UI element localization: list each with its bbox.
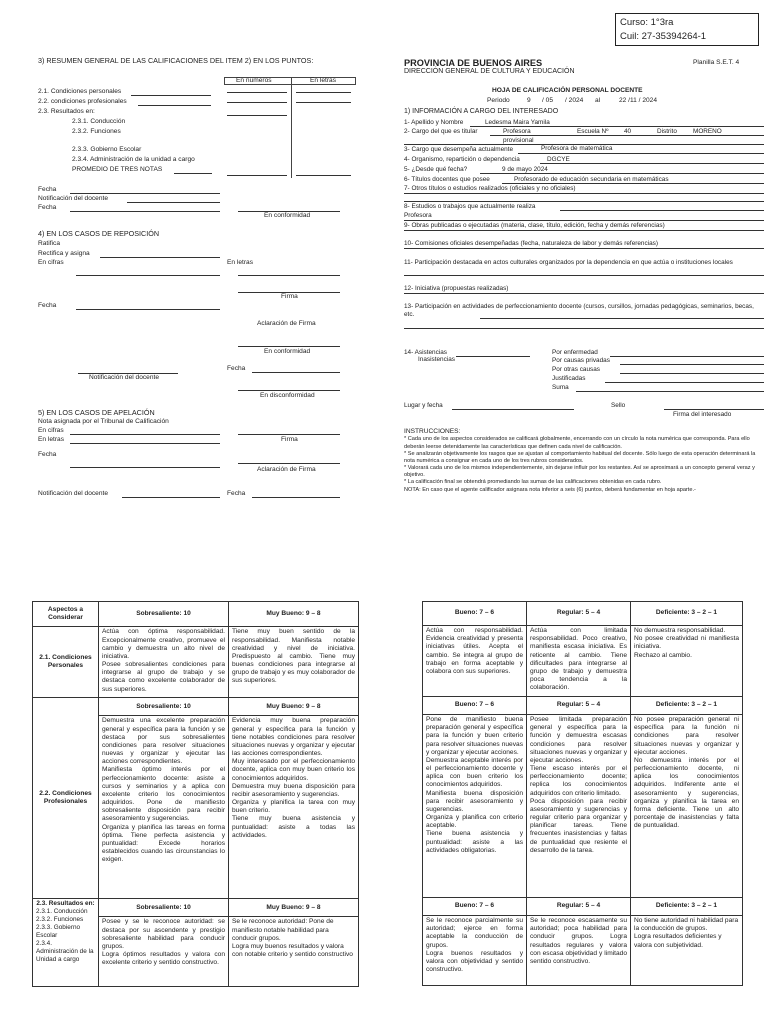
- instruction-2: * Se analizarán objetivamente los rasgos que se ajustan al comportamiento habitual del docente. Sólo luego de esta operación determinará la nota numérica a consignar en cada uno de los tres rubros considerados.: [404, 450, 756, 464]
- instruction-3: * Valorará cada uno de los mismos independientemente, sin dejarse influir por los restantes. Así se aproximará a un concepto general veraz y objetivo.: [404, 465, 755, 479]
- row-personales-label: 2.1. Condiciones Personales: [33, 627, 99, 698]
- direccion-label: DIRECCIÓN GENERAL DE CULTURA Y EDUCACIÓN: [404, 68, 575, 75]
- en-letras-label: En letras: [227, 259, 254, 266]
- line: [404, 220, 764, 221]
- course-label: Curso: 1°3ra: [620, 17, 674, 28]
- line: [70, 193, 220, 194]
- line: [452, 409, 574, 410]
- inasist-3: Por otras causas: [552, 366, 600, 373]
- item-1-value: Ledesma Maira Yamila: [485, 119, 550, 126]
- item-5-label: 5- ¿Desde qué fecha?: [404, 166, 468, 173]
- en-cifras-label-2: En cifras: [38, 427, 64, 434]
- line: [664, 409, 764, 410]
- conformidad-label-2: En conformidad: [264, 348, 311, 355]
- sello-label: Sello: [611, 402, 626, 409]
- nota-asignada-label: Nota asignada por el Tribunal de Calificación: [38, 418, 169, 425]
- b-header-3: Bueno: 7 – 6: [423, 898, 527, 916]
- row-resultados-r: Se le reconoce escasamente su autoridad; poca habilidad para conducir grupos. Logra resultados regulares y valora con escasa objetividad y limitado sentido constructivo.: [527, 916, 631, 986]
- hoja-title: HOJA DE CALIFICACIÓN PERSONAL DOCENTE: [492, 87, 643, 94]
- course-box: [615, 13, 759, 46]
- row-profesionales-sob: Demuestra una excelente preparación general y específica para la función y se destaca por sus sobresalientes condiciones para resolver situaciones nuevas y organizar y ejecutar las acciones correspondientes. Manifiesta óptimo interés por el perfeccionamiento docente: asiste a cursos y seminarios y a aplica con excelente criterio los conocimientos adquiridos. Pone de manifiesto sobresaliente disposición para recibir asesoramiento y sugerencias. Organiza y planifica las tareas en forma óptima. Tiene perfecta asistencia y puntualidad: Excede horarios establecidos cuando las circunstancias lo exigen.: [99, 716, 229, 899]
- notif-label-3: Notificación del docente: [38, 490, 109, 497]
- conformidad-label: En conformidad: [264, 212, 311, 219]
- line: [502, 183, 764, 184]
- line: [404, 248, 764, 249]
- lugar-fecha-label: Lugar y fecha: [404, 402, 443, 409]
- periodo-end: 22 /11 / 2024: [619, 97, 658, 104]
- col-letras: En letras: [310, 77, 337, 84]
- item-10-label: 10- Comisiones oficiales desempeñadas (fecha, naturaleza de labor y demás referencias): [404, 240, 658, 247]
- line: [70, 443, 220, 444]
- item-7-label: 7- Otros títulos o estudios realizados (oficiales y no oficiales): [404, 185, 576, 192]
- province-title: PROVINCIA DE BUENOS AIRES: [404, 58, 543, 68]
- fecha-label-4: Fecha: [227, 365, 246, 372]
- line: [404, 328, 764, 329]
- distrito-label: Distrito: [657, 128, 677, 135]
- line: [227, 115, 287, 116]
- row-resultados-title: 2.3. Resultados en:: [36, 900, 95, 908]
- row-233: 2.3.3. Gobierno Escolar: [72, 146, 142, 153]
- line: [296, 102, 351, 103]
- r-header-3: Regular: 5 – 4: [527, 898, 631, 916]
- planilla-label: Planilla S.E.T. 4: [693, 59, 740, 66]
- line: [76, 309, 220, 310]
- item-2-value2: provisional: [503, 137, 534, 144]
- fecha-label-6: Fecha: [227, 490, 246, 497]
- line: [620, 364, 764, 365]
- instructions-title: INSTRUCCIONES:: [404, 428, 461, 435]
- row-231: 2.3.1. Conducción: [72, 118, 126, 125]
- line: [131, 95, 211, 96]
- line: [490, 135, 764, 136]
- inasist-5: Suma: [552, 384, 569, 391]
- line: [610, 356, 764, 357]
- line: [122, 497, 220, 498]
- row-profesionales-r: Posee limitada preparación general y específica para la función y demuestra escasas condiciones para resolver situaciones nuevas y organizar y ejecutar acciones. Tiene escaso interés por el perfeccionamiento docente; replica los conocimientos adquiridos con criterio limitado. Poca disposición para recibir asesoramiento y sugerencias y regular criterio para organizar y planificar tareas. Tiene frecuentes inasistencias y faltas de puntualidad que resiente el desarrollo de la tarea.: [527, 715, 631, 898]
- row-personales-sob: Actúa con óptima responsabilidad. Excepcionalmente creativo, promueve el cambio y demuestra un alto nivel de iniciativa. Posee sobresalientes condiciones para integrarse al grupo de trabajo y se destaca como excelente colaborador de sus superiores.: [99, 627, 229, 698]
- item-13-label: 13- Participación en actividades de perfeccionamiento docente (cursos, cursillos, jornadas pedagógicas, seminarios, becas, etc.: [404, 303, 754, 318]
- item-3-value: Profesora de matemática: [541, 145, 613, 152]
- row-resultados-d: No tiene autoridad ni habilidad para la conducción de grupos. Logra resultados deficientes y valora con subjetividad.: [631, 916, 743, 986]
- aspect-header: Aspectos a Considerar: [33, 602, 99, 627]
- ratifica-label: Ratifica: [38, 240, 60, 247]
- d-header-2: Deficiente: 3 – 2 – 1: [631, 697, 743, 715]
- item-5-value: 9 de mayo 2024: [502, 166, 548, 173]
- criteria-table-left: [32, 601, 359, 987]
- escuela-label: Escuela Nº: [577, 128, 609, 135]
- mb-header-2: Muy Bueno: 9 – 8: [229, 698, 359, 716]
- cuil-label: Cuil: 27-35394264-1: [620, 31, 707, 42]
- notif-label-2: Notificación del docente: [89, 374, 160, 381]
- row-resultados-items: 2.3.1. Conducción 2.3.2. Funciones 2.3.3. Gobierno Escolar 2.3.4. Administración de la Unidad a cargo: [36, 908, 94, 963]
- line: [296, 175, 351, 176]
- row-personales-mb: Tiene muy buen sentido de la responsabilidad. Manifiesta notable creatividad y nivel de iniciativa. Predispuesto al cambio. Tiene muy buenas condiciones para integrarse al grupo de trabajo y es muy colaborador de sus superiores.: [229, 627, 359, 698]
- line: [227, 175, 287, 176]
- line: [238, 463, 340, 464]
- row-22: 2.2. condiciones profesionales: [38, 98, 127, 105]
- item-2-label: 2- Cargo del que es titular: [404, 128, 478, 135]
- row-profesionales-label: 2.2. Condiciones Profesionales: [33, 698, 99, 899]
- periodo-year: / 2024: [565, 97, 584, 104]
- d-header-3: Deficiente: 3 – 2 – 1: [631, 898, 743, 916]
- line: [480, 318, 764, 319]
- aclaracion-label-2: Aclaración de Firma: [257, 466, 316, 473]
- item-4-label: 4- Organismo, repartición o dependencia: [404, 156, 520, 163]
- item-14-label: 14- Asistencias: [404, 349, 447, 356]
- line: [238, 275, 340, 276]
- row-resultados-mb: Se le reconoce autoridad: Pone de manifiesto notable habilidad para conducir grupos. Logra muy buenos resultados y valora con notable criterio y sentido constructivo: [229, 917, 359, 987]
- line: [127, 202, 220, 203]
- row-profesionales-mb: Evidencia muy buena preparación general y específica para la función y tiene notables condiciones para resolver situaciones nuevas y organizar y ejecutar las acciones correspondientes. Muy interesado por el perfeccionamiento docente, aplica con muy buen criterio los conocimientos adquiridos. Demuestra muy buena disposición para recibir asesoramiento y sugerencias. Organiza y planifica la tarea con muy buen criterio. Tiene muy buena asistencia y puntualidad: asiste a todas las actividades.: [229, 716, 359, 899]
- line: [70, 467, 220, 468]
- section-5-title: 5) EN LOS CASOS DE APELACIÓN: [38, 408, 155, 417]
- line: [227, 102, 287, 103]
- section-1-title: 1) INFORMACIÓN A CARGO DEL INTERESADO: [404, 108, 559, 115]
- instruction-4: * La calificación final se obtendrá promediando las sumas de las calificaciones obtenidas en cada rubro.: [404, 479, 662, 486]
- item-11-label: 11- Participación destacada en actos culturales organizados por la dependencia en que actúa o instituciones locales: [404, 259, 733, 266]
- line: [605, 382, 764, 383]
- sob-header-3: Sobresaliente: 10: [99, 899, 229, 917]
- line: [560, 210, 764, 211]
- line: [540, 163, 764, 164]
- fecha-label-5: Fecha: [38, 451, 57, 458]
- line: [470, 126, 764, 127]
- item-3-label: 3- Cargo que desempeña actualmente: [404, 146, 514, 153]
- line: [138, 105, 211, 106]
- line: [404, 293, 764, 294]
- line: [404, 201, 764, 202]
- row-234: 2.3.4. Administración de la unidad a cargo: [72, 156, 195, 163]
- criteria-table-right: [422, 601, 743, 986]
- col-divider: [291, 85, 292, 178]
- row-resultados-b: Se le reconoce parcialmente su autoridad; ejerce en forma aceptable la conducción de grupos. Logra buenos resultados y valora con objetividad y sentido constructivo.: [423, 916, 527, 986]
- line: [76, 275, 220, 276]
- mb-header-3: Muy Bueno: 9 – 8: [229, 899, 359, 917]
- line: [518, 153, 764, 154]
- row-21: 2.1. Condiciones personales: [38, 88, 122, 95]
- periodo-label: Periodo: [487, 97, 510, 104]
- row-232: 2.3.2. Funciones: [72, 128, 121, 135]
- line: [100, 257, 220, 258]
- sob-header: Sobresaliente: 10: [99, 602, 229, 627]
- escuela-num: 40: [624, 128, 632, 135]
- line: [238, 434, 340, 435]
- rectifica-label: Rectifica y asigna: [38, 250, 90, 257]
- firma-interesado-label: Firma del interesado: [673, 411, 732, 418]
- line: [404, 275, 764, 276]
- inasist-2: Por causas privadas: [552, 357, 610, 364]
- row-resultados-sob: Posee y se le reconoce autoridad: se destaca por su ascendente y prestigio sobresaliente habilidad para conducir grupos. Logra óptimos resultados y valora con excelente criterio y sentido constructivo.: [99, 917, 229, 987]
- instruction-1: * Cada uno de los aspectos considerados se calificará globalmente, encerrando con un círculo la nota numérica que corresponda. Para ello deberán leerse detenidamente las características que definen cada nivel de calificación.: [404, 436, 750, 450]
- item-2-value: Profesora: [503, 128, 531, 135]
- item-4-value: DGCYE: [547, 156, 570, 163]
- inasist-1: Por enfermedad: [552, 349, 598, 356]
- line: [70, 211, 220, 212]
- line: [227, 92, 287, 93]
- b-header: Bueno: 7 – 6: [423, 602, 527, 626]
- mb-header: Muy Bueno: 9 – 8: [229, 602, 359, 627]
- row-personales-d: No demuestra responsabilidad. No posee creatividad ni manifiesta iniciativa. Rechazo al cambio.: [631, 626, 743, 697]
- line: [456, 356, 530, 357]
- fecha-label-3: Fecha: [38, 302, 57, 309]
- fecha-label: Fecha: [38, 186, 57, 193]
- instruction-5: NOTA: En caso que el agente calificador asignara nota inferior a seis (6) puntos, deberá fundamentar en hoja aparte.-: [404, 486, 696, 493]
- row-profesionales-d: No posee preparación general ni específica para la función ni condiciones para resolver situaciones nuevas y organizar y ejecutar acciones. No demuestra interés por el perfeccionamiento docente, ni aplica los conocimientos adquiridos. Indiferente ante el asesoramiento y sugerencias, organiza y planifica la tarea en forma deficiente. Tiene un alto porcentaje de inasistencias y falta de puntualidad.: [631, 715, 743, 898]
- sob-header-2: Sobresaliente: 10: [99, 698, 229, 716]
- periodo-al: al: [595, 97, 601, 104]
- en-cifras-label: En cifras: [38, 259, 64, 266]
- row-23: 2.3. Resultados en:: [38, 108, 95, 115]
- line: [404, 230, 764, 231]
- periodo-day: 9: [527, 97, 531, 104]
- notif-label: Notificación del docente: [38, 195, 109, 202]
- line: [70, 434, 220, 435]
- r-header: Regular: 5 – 4: [527, 602, 631, 626]
- item-12-label: 12- Iniciativa (propuestas realizadas): [404, 285, 509, 292]
- item-8-value: Profesora: [404, 212, 432, 219]
- item-1-label: 1- Apellido y Nombre: [404, 119, 464, 126]
- line: [238, 346, 340, 347]
- d-header: Deficiente: 3 – 2 – 1: [631, 602, 743, 626]
- item-9-label: 9- Obras publicadas o ejecutadas (materia, clase, título, edición, fecha y demás referencias): [404, 222, 665, 229]
- b-header-2: Bueno: 7 – 6: [423, 697, 527, 715]
- line: [404, 193, 764, 194]
- section-4-title: 4) EN LOS CASOS DE REPOSICIÓN: [38, 229, 160, 238]
- periodo-month: / 05: [542, 97, 553, 104]
- row-personales-b: Actúa con responsabilidad. Evidencia creatividad y presenta iniciativas útiles. Acepta el cambio. Se integra al grupo de trabajo en forma aceptable y colabora con sus superiores.: [423, 626, 527, 697]
- line: [576, 391, 764, 392]
- line: [620, 373, 764, 374]
- line: [252, 497, 340, 498]
- en-letras-label-2: En letras: [38, 436, 65, 443]
- line: [252, 372, 340, 373]
- disconformidad-label: En disconformidad: [260, 392, 315, 399]
- line: [174, 173, 212, 174]
- col-numeros: En numeros: [236, 77, 272, 84]
- line: [296, 92, 351, 93]
- item-6-value: Profesorado de educación secundaria en matemáticas: [514, 176, 669, 183]
- r-header-2: Regular: 5 – 4: [527, 697, 631, 715]
- firma-label-2: Firma: [281, 436, 298, 443]
- row-resultados-label: [33, 899, 99, 987]
- promedio-label: PROMEDIO DE TRES NOTAS: [72, 166, 163, 173]
- firma-label: Firma: [281, 293, 298, 300]
- inasist-4: Justificadas: [552, 375, 586, 382]
- instructions: [404, 428, 764, 494]
- line: [238, 390, 340, 391]
- item-8-label: 8- Estudios o trabajos que actualmente realiza: [404, 203, 536, 210]
- section-3-title: 3) RESUMEN GENERAL DE LAS CALIFICACIONES DEL ITEM 2) EN LOS PUNTOS:: [38, 56, 314, 65]
- item-6-label: 6- Títulos docentes que posee: [404, 176, 490, 183]
- distrito-value: MORENO: [693, 128, 722, 135]
- row-profesionales-b: Pone de manifiesto buena preparación general y específica para la función y buen criterio para resolver situaciones nuevas y organizar y ejecutar acciones. Demuestra aceptable interés por el perfeccionamiento docente y aplica con buen criterio los conocimientos adquiridos. Manifiesta buena disposición para recibir asesoramiento y sugerencias. Organiza y planifica con criterio aceptable. Tiene buena asistencia y puntualidad: asiste a las actividades obligatorias.: [423, 715, 527, 898]
- line: [480, 173, 764, 174]
- fecha-label-2: Fecha: [38, 204, 57, 211]
- item-14-label2: Inasistencias: [418, 356, 455, 363]
- row-personales-r: Actúa con limitada responsabilidad. Poco creativo, manifiesta escasa iniciativa. Es reticente al cambio. Tiene dificultades para integrarse al grupo de trabajo y demuestra poca tendencia a la colaboración.: [527, 626, 631, 697]
- aclaracion-label: Aclaración de Firma: [257, 320, 316, 327]
